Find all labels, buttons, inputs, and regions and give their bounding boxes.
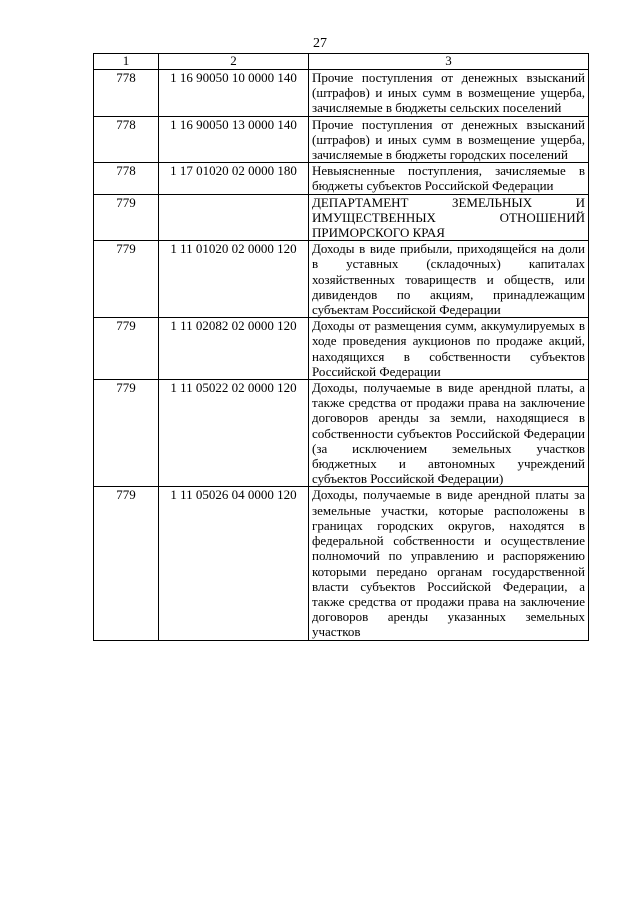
revenue-name-cell: Доходы от размещения сумм, аккумулируемых в ходе проведения аукционов по продаже акций, находящихся в собственности субъектов Российской Федерации — [309, 318, 589, 380]
revenue-code-cell: 1 17 01020 02 0000 180 — [159, 163, 309, 194]
table-row — [94, 163, 589, 194]
column-header-3: 3 — [309, 54, 589, 70]
admin-code-cell: 779 — [94, 194, 159, 241]
revenue-code-cell: 1 11 05022 02 0000 120 — [159, 380, 309, 487]
revenue-code-cell: 1 11 05026 04 0000 120 — [159, 487, 309, 640]
column-header-2: 2 — [159, 54, 309, 70]
page-number: 27 — [313, 36, 327, 51]
table-row — [94, 380, 589, 487]
revenue-name-cell: Доходы, получаемые в виде арендной платы за земельные участки, которые расположены в границах городских округов, находятся в федеральной собственности и осуществление полномочий по управлению и распоряжению которыми передано органам государственной власти субъектов Российской Федерации, а также средства от продажи права на заключение договоров аренды указанных земельных участков — [309, 487, 589, 640]
admin-code-cell: 779 — [94, 241, 159, 318]
table-row — [94, 116, 589, 163]
column-header-1: 1 — [94, 54, 159, 70]
table-row — [94, 241, 589, 318]
revenue-code-cell: 1 16 90050 10 0000 140 — [159, 70, 309, 117]
admin-code-cell: 778 — [94, 163, 159, 194]
admin-code-cell: 779 — [94, 380, 159, 487]
table-row — [94, 194, 589, 241]
revenue-code-cell: 1 16 90050 13 0000 140 — [159, 116, 309, 163]
admin-code-cell: 778 — [94, 116, 159, 163]
revenue-name-cell: Доходы в виде прибыли, приходящейся на доли в уставных (складочных) капиталах хозяйственных товариществ и обществ, или дивидендов по акциям, принадлежащим субъектам Российской Федерации — [309, 241, 589, 318]
admin-code-cell: 779 — [94, 318, 159, 380]
table-row — [94, 70, 589, 117]
admin-code-cell: 779 — [94, 487, 159, 640]
revenue-code-cell: 1 11 01020 02 0000 120 — [159, 241, 309, 318]
table-row — [94, 487, 589, 640]
table-row — [94, 318, 589, 380]
revenue-codes-table — [93, 53, 589, 641]
revenue-code-cell: 1 11 02082 02 0000 120 — [159, 318, 309, 380]
revenue-name-cell: Прочие поступления от денежных взысканий (штрафов) и иных сумм в возмещение ущерба, зачисляемые в бюджеты городских поселений — [309, 116, 589, 163]
revenue-name-cell: Прочие поступления от денежных взысканий (штрафов) и иных сумм в возмещение ущерба, зачисляемые в бюджеты сельских поселений — [309, 70, 589, 117]
revenue-name-cell: Доходы, получаемые в виде арендной платы, а также средства от продажи права на заключение договоров аренды за земли, находящиеся в собственности субъектов Российской Федерации (за исключением земельных участков бюджетных и автономных учреждений субъектов Российской Федерации) — [309, 380, 589, 487]
revenue-name-cell: Невыясненные поступления, зачисляемые в бюджеты субъектов Российской Федерации — [309, 163, 589, 194]
admin-code-cell: 778 — [94, 70, 159, 117]
table-header-row — [94, 54, 589, 70]
revenue-code-cell — [159, 194, 309, 241]
department-name-cell: ДЕПАРТАМЕНТ ЗЕМЕЛЬНЫХ И ИМУЩЕСТВЕННЫХ ОТНОШЕНИЙ ПРИМОРСКОГО КРАЯ — [309, 194, 589, 241]
